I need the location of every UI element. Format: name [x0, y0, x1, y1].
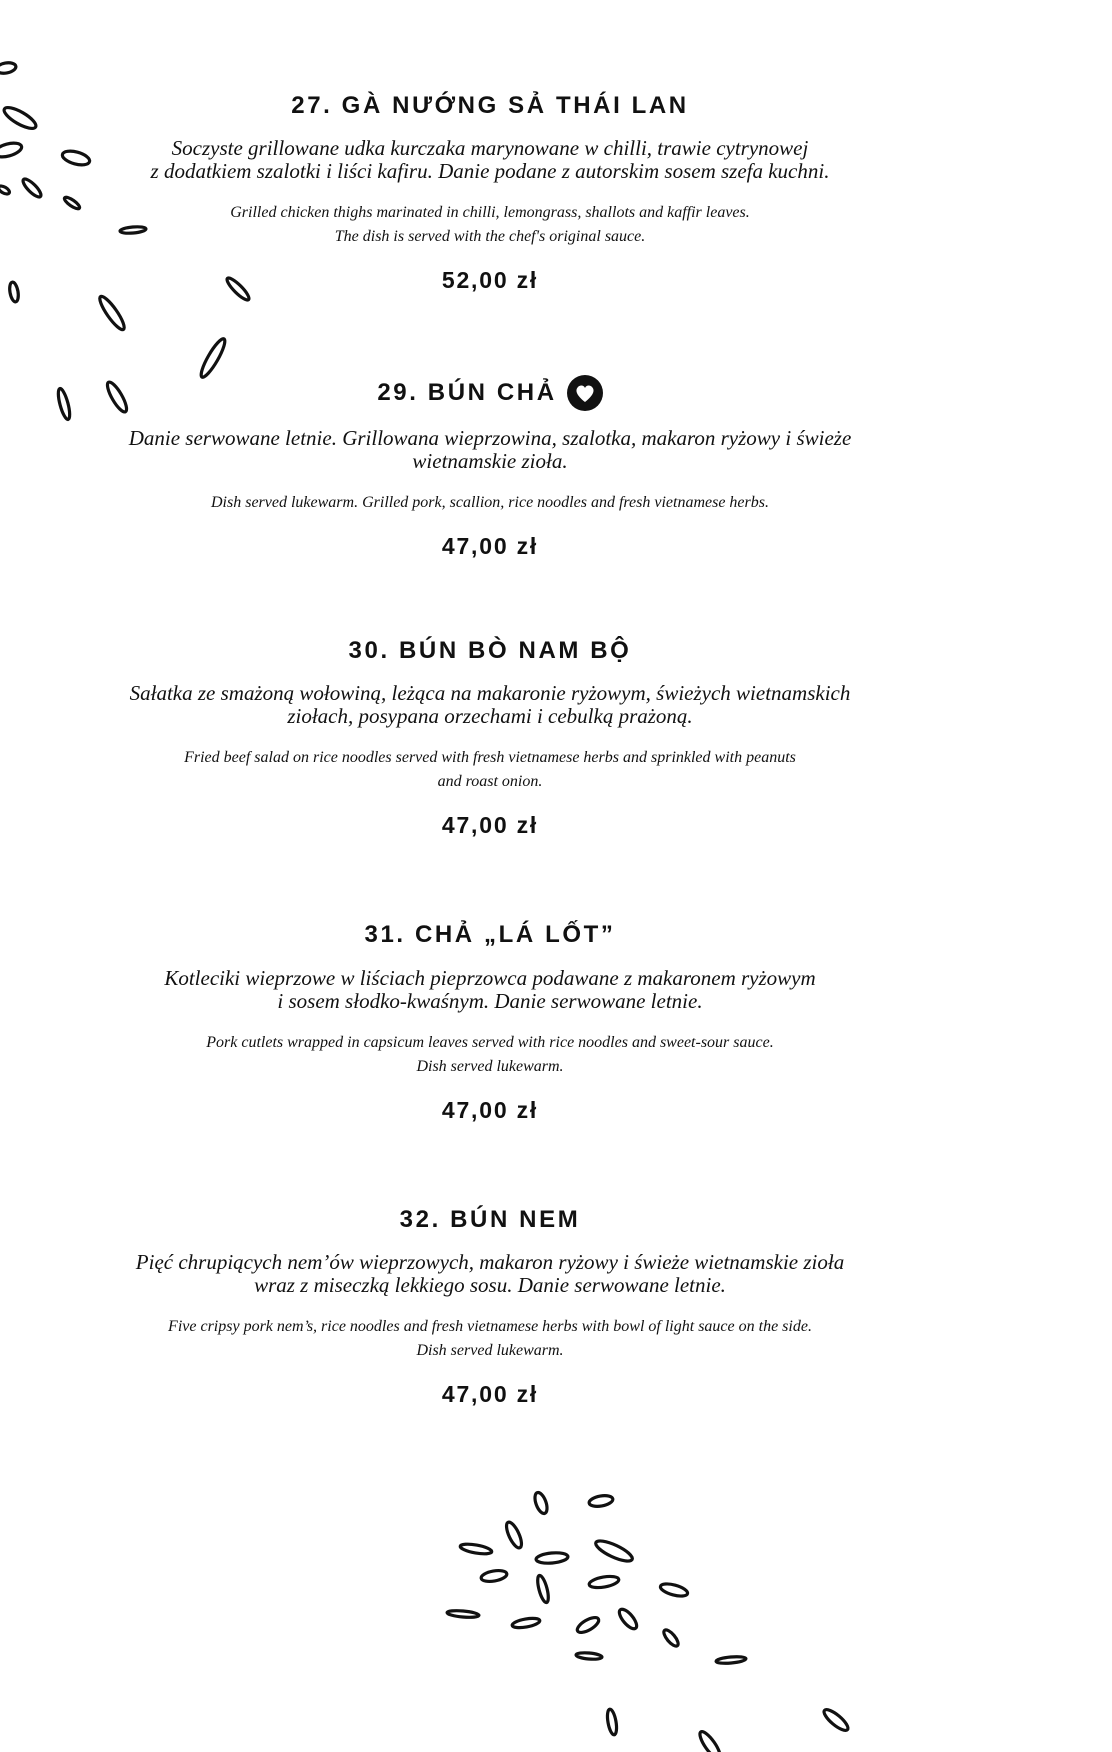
price: 52,00 zł: [441, 267, 539, 293]
price: 47,00 zł: [441, 533, 539, 559]
price: 47,00 zł: [441, 1381, 539, 1407]
description-english: Fried beef salad on rice noodles served with fresh vietnamese herbs and sprinkled with peanuts and roast onion.: [184, 749, 796, 790]
dish-title: [0, 375, 980, 411]
rice-grain: [716, 1656, 746, 1665]
dish-title-text: 29. BÚN CHẢ: [377, 379, 557, 406]
menu-item-27: [0, 92, 980, 294]
rice-grain: [96, 294, 127, 333]
rice-grain: [480, 1569, 507, 1583]
rice-grain: [512, 1617, 541, 1630]
rice-grain: [0, 61, 17, 74]
dish-title: [0, 1206, 980, 1234]
description-english: Grilled chicken thighs marinated in chilli, lemongrass, shallots and kaffir leaves. The dish is served with the chef's original sauce.: [230, 204, 750, 245]
price: 47,00 zł: [441, 812, 539, 838]
dish-title-text: 30. BÚN BÒ NAM BỘ: [348, 637, 632, 664]
rice-grain: [536, 1574, 551, 1603]
menu-item-29: [0, 375, 980, 560]
description-english: Pork cutlets wrapped in capsicum leaves served with rice noodles and sweet-sour sauce. Dish served lukewarm.: [206, 1034, 774, 1075]
rice-grain: [536, 1552, 569, 1565]
rice-grain: [504, 1520, 525, 1550]
dish-title-text: 27. GÀ NƯỚNG SẢ THÁI LAN: [291, 92, 689, 119]
rice-grain: [460, 1542, 493, 1555]
rice-grain: [659, 1582, 689, 1599]
description-polish: Danie serwowane letnie. Grillowana wieprzowina, szalotka, makaron ryżowy i świeże wietnamskie zioła.: [128, 426, 852, 473]
dish-title: [0, 92, 980, 120]
rice-grain: [606, 1709, 618, 1736]
rice-grain: [533, 1491, 550, 1515]
heart-icon: [567, 375, 603, 411]
description-english: Five cripsy pork nem’s, rice noodles and fresh vietnamese herbs with bowl of light sauce on the side. Dish served lukewarm.: [168, 1318, 812, 1359]
rice-grain: [198, 336, 229, 379]
menu-item-30: [0, 637, 980, 839]
rice-grain: [821, 1707, 850, 1734]
description-polish: Sałatka ze smażoną wołowiną, leżąca na makaronie ryżowym, świeżych wietnamskich ziołach, posypana orzechami i cebulką prażoną.: [129, 681, 851, 728]
rice-grain: [576, 1652, 602, 1660]
description-english: Dish served lukewarm. Grilled pork, scallion, rice noodles and fresh vietnamese herbs.: [211, 494, 769, 511]
rice-grain: [588, 1494, 613, 1508]
rice-grain: [575, 1615, 601, 1636]
dish-title: [0, 921, 980, 949]
dish-title-text: 31. CHẢ „LÁ LỐT”: [364, 921, 616, 948]
rice-grain: [697, 1729, 724, 1752]
dish-title-text: 32. BÚN NEM: [399, 1206, 581, 1233]
rice-grain: [447, 1610, 479, 1619]
rice-grain: [616, 1607, 639, 1632]
rice-grain: [593, 1537, 634, 1565]
rice-grain: [588, 1574, 619, 1589]
description-polish: Pięć chrupiących nem’ów wieprzowych, makaron ryżowy i świeże wietnamskie zioła wraz z miseczką lekkiego sosu. Danie serwowane letnie.: [135, 1250, 845, 1297]
dish-title: [0, 637, 980, 665]
description-polish: Soczyste grillowane udka kurczaka marynowane w chilli, trawie cytrynowej z dodatkiem szalotki i liści kafiru. Danie podane z autorskim sosem szefa kuchni.: [150, 136, 830, 183]
menu-item-31: [0, 921, 980, 1124]
description-polish: Kotleciki wieprzowe w liściach pieprzowca podawane z makaronem ryżowym i sosem słodko-kwaśnym. Danie serwowane letnie.: [164, 966, 816, 1013]
rice-grain: [662, 1628, 681, 1648]
menu-item-32: [0, 1206, 980, 1408]
price: 47,00 zł: [441, 1097, 539, 1123]
